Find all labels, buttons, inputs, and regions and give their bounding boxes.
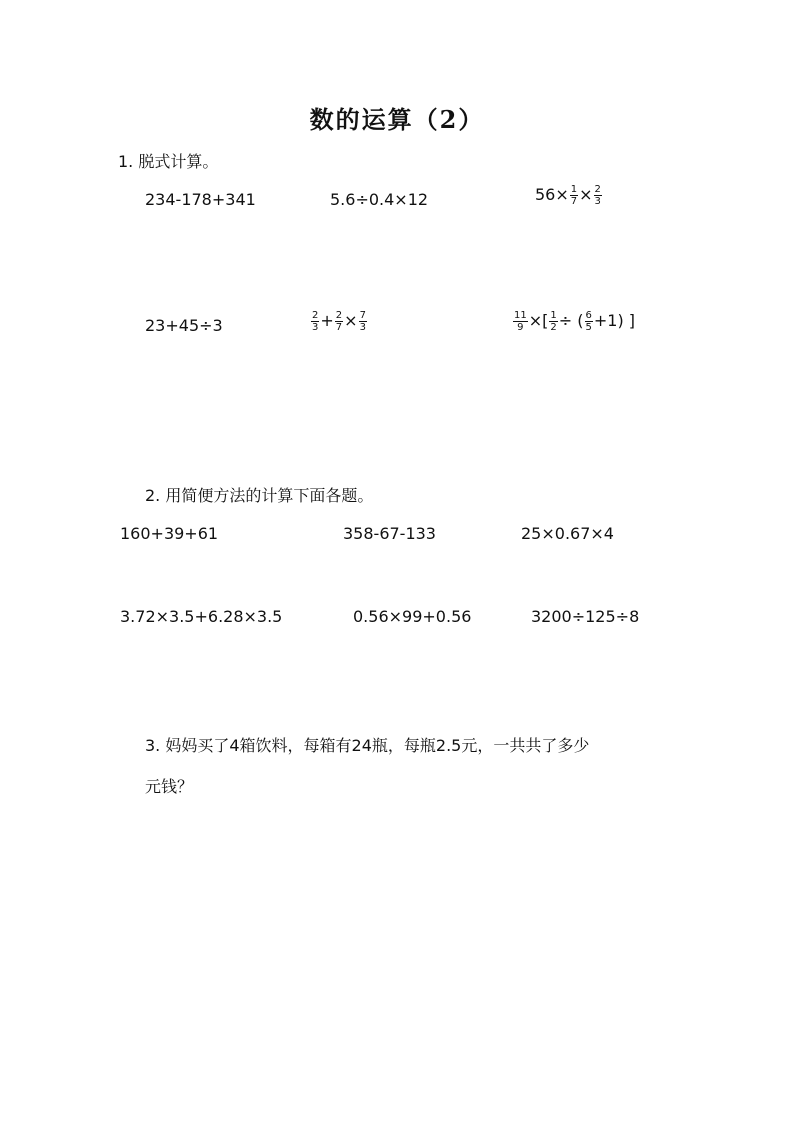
expr-2-1: 160+39+61 bbox=[120, 524, 219, 543]
fraction bbox=[570, 184, 578, 207]
fraction bbox=[359, 310, 367, 333]
expr-1-1: 234-178+341 bbox=[145, 190, 256, 209]
operator: +1) ] bbox=[593, 311, 636, 330]
numerator: 2 bbox=[335, 310, 343, 321]
operator: × bbox=[579, 185, 593, 204]
expr-1-3 bbox=[535, 184, 603, 207]
numerator: 1 bbox=[570, 184, 578, 195]
denominator: 3 bbox=[359, 322, 366, 333]
section3-line2: 元钱？ bbox=[145, 777, 194, 796]
denominator: 2 bbox=[550, 322, 557, 333]
expr-1-6 bbox=[512, 310, 635, 333]
numerator: 2 bbox=[312, 310, 319, 321]
fraction bbox=[311, 310, 319, 333]
fraction bbox=[594, 184, 602, 207]
fraction bbox=[513, 310, 528, 333]
numerator: 6 bbox=[585, 310, 592, 321]
numerator: 1 bbox=[550, 310, 557, 321]
expr-2-4: 3.72×3.5+6.28×3.5 bbox=[120, 607, 283, 626]
denominator: 3 bbox=[594, 196, 601, 207]
numerator: 2 bbox=[594, 184, 601, 195]
section2-heading: 2. 用简便方法的计算下面各题。 bbox=[145, 486, 374, 505]
operator: ÷ ( bbox=[558, 311, 584, 330]
expr-2-2: 358-67-133 bbox=[343, 524, 436, 543]
operator: ×[ bbox=[528, 311, 549, 330]
numerator: 7 bbox=[359, 310, 366, 321]
operator: + bbox=[320, 311, 334, 330]
denominator: 7 bbox=[335, 322, 343, 333]
expr-2-3: 25×0.67×4 bbox=[521, 524, 614, 543]
expr-1-4: 23+45÷3 bbox=[145, 316, 223, 335]
page-title: 数的运算（2） bbox=[309, 105, 485, 134]
expr-2-6: 3200÷125÷8 bbox=[531, 607, 640, 626]
denominator: 5 bbox=[585, 322, 592, 333]
denominator: 3 bbox=[312, 322, 319, 333]
fraction bbox=[335, 310, 343, 333]
fraction bbox=[585, 310, 593, 333]
expr-1-2: 5.6÷0.4×12 bbox=[330, 190, 429, 209]
denominator: 7 bbox=[570, 196, 578, 207]
section3-line1: 3. 妈妈买了4箱饮料，每箱有24瓶，每瓶2.5元，一共共了多少 bbox=[145, 736, 590, 755]
section1-heading: 1. 脱式计算。 bbox=[118, 152, 219, 171]
expr-1-5 bbox=[310, 310, 368, 333]
denominator: 9 bbox=[517, 322, 524, 333]
fraction bbox=[549, 310, 557, 333]
expr-text: 56× bbox=[535, 185, 569, 204]
expr-2-5: 0.56×99+0.56 bbox=[353, 607, 472, 626]
numerator: 11 bbox=[514, 310, 527, 321]
operator: × bbox=[344, 311, 358, 330]
